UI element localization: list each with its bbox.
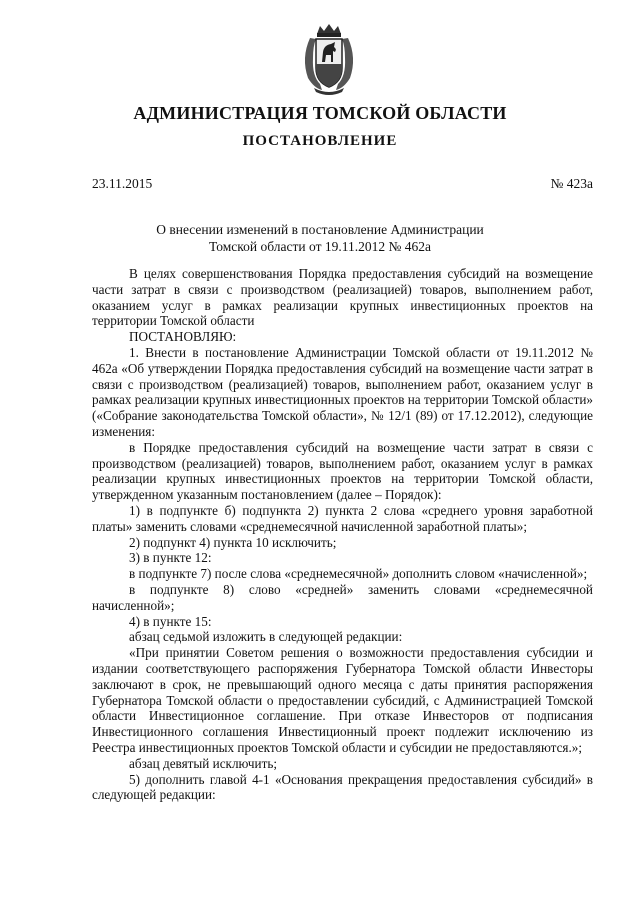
procedure-paragraph: в Порядке предоставления субсидий на возмещение части затрат в связи с производством (реализацией) товаров, выполнением работ, оказанием услуг в рамках реализации крупных инвестиционных проектов на территории Томской области, утвержденном указанным постановлением (далее – Порядок): bbox=[92, 439, 593, 503]
document-date: 23.11.2015 bbox=[92, 176, 153, 191]
amendment-item: абзац девятый исключить; bbox=[129, 755, 278, 771]
subject-line: Томской области от 19.11.2012 № 462а bbox=[209, 239, 431, 254]
preamble-paragraph: В целях совершенствования Порядка предоставления субсидий на возмещение части затрат в связи с производством (реализацией) товаров, выполнением работ, оказанием услуг в рамках реализации крупных инвестиционных проектов на территории Томской области bbox=[92, 266, 593, 329]
document-body bbox=[92, 266, 593, 803]
amendment-item: 4) в пункте 15: bbox=[129, 613, 212, 629]
document-number: № 423а bbox=[550, 176, 593, 191]
amendment-item: 3) в пункте 12: bbox=[129, 550, 212, 566]
amendment-item: 5) дополнить главой 4-1 «Основания прекращения предоставления субсидий» в следующей редакции: bbox=[92, 771, 593, 803]
document-type-title: ПОСТАНОВЛЕНИЕ bbox=[242, 133, 398, 149]
coat-of-arms-icon bbox=[300, 24, 358, 96]
amendment-item: 1) в подпункте б) подпункта 2) пункта 2 слова «среднего уровня заработной платы» заменить словами «среднемесячной начисленной заработной платы»; bbox=[92, 502, 593, 534]
document-subject bbox=[0, 221, 640, 255]
organization-title: АДМИНИСТРАЦИЯ ТОМСКОЙ ОБЛАСТИ bbox=[133, 103, 507, 123]
resolution-keyword: ПОСТАНОВЛЯЮ: bbox=[129, 329, 237, 345]
amendment-item: 2) подпункт 4) пункта 10 исключить; bbox=[129, 534, 337, 550]
quoted-text-paragraph: «При принятии Советом решения о возможности предоставления субсидии и издании соответствующего распоряжения Губернатора Томской области Инвесторы заключают в срок, не превышающий одного месяца с даты принятия распоряжения Губернатора Томской области о предоставлении субсидий, с Администрацией Томской области Инвестиционное соглашение. При отказе Инвесторов от подписания Инвестиционного соглашения Инвестиционный проект подлежит исключению из Реестра инвестиционных проектов Томской области и субсидии не предоставляются.»; bbox=[92, 645, 593, 755]
subject-line: О внесении изменений в постановление Администрации bbox=[156, 222, 484, 237]
amendment-item: в подпункте 8) слово «средней» заменить словами «среднемесячной начисленной»; bbox=[92, 581, 593, 613]
amendment-item: абзац седьмой изложить в следующей редакции: bbox=[129, 629, 403, 645]
clause-1-paragraph: 1. Внести в постановление Администрации Томской области от 19.11.2012 № 462а «Об утверждении Порядка предоставления субсидий на возмещение части затрат в связи с производством (реализацией) товаров, выполнением работ, оказанием услуг в рамках реализации крупных инвестиционных проектов на территории Томской области» («Собрание законодательства Томской области», № 12/1 (89) от 17.12.2012), следующие изменения: bbox=[92, 344, 593, 439]
amendment-item: в подпункте 7) после слова «среднемесячной» дополнить словом «начисленной»; bbox=[129, 566, 588, 582]
